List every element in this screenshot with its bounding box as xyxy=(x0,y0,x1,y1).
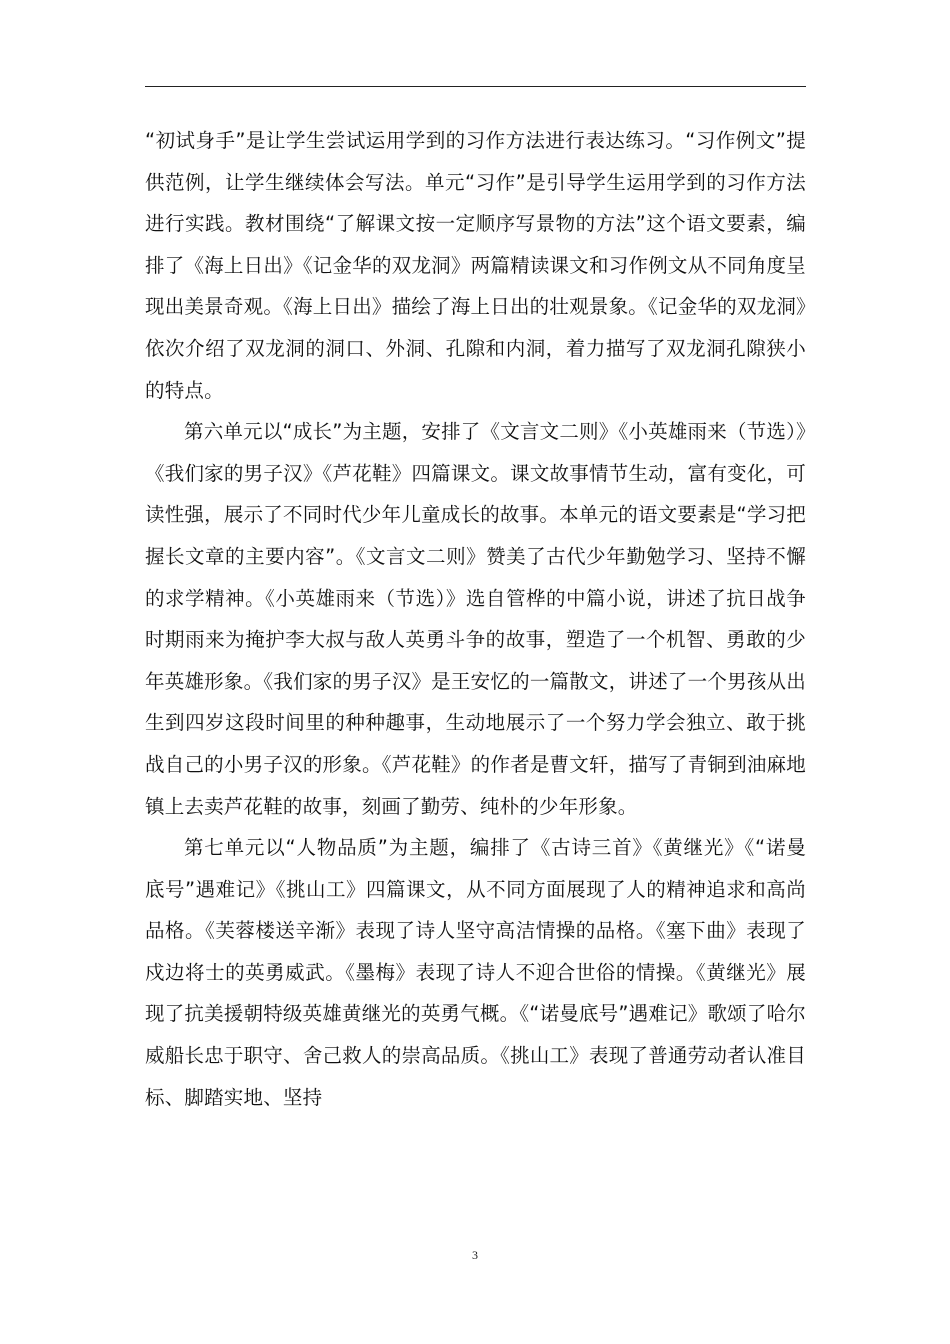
paragraph-continued: “初试身手”是让学生尝试运用学到的习作方法进行表达练习。“习作例文”提供范例，让学生继续体会写法。单元“习作”是引导学生运用学到的习作方法进行实践。教材围绕“了解课文按一定顺序写景物的方法”这个语文要素，编排了《海上日出》《记金华的双龙洞》两篇精读课文和习作例文从不同角度呈现出美景奇观。《海上日出》描绘了海上日出的壮观景象。《记金华的双龙洞》依次介绍了双龙洞的洞口、外洞、孔隙和内洞，着力描写了双龙洞孔隙狭小的特点。 xyxy=(145,129,806,402)
paragraph-unit-seven: 第七单元以“人物品质”为主题，编排了《古诗三首》《黄继光》《“诺曼底号”遇难记》《挑山工》四篇课文，从不同方面展现了人的精神追求和高尚品格。《芙蓉楼送辛渐》表现了诗人坚守高洁情操的品格。《塞下曲》表现了戍边将士的英勇威武。《墨梅》表现了诗人不迎合世俗的情操。《黄继光》展现了抗美援朝特级英雄黄继光的英勇气概。《“诺曼底号”遇难记》歌颂了哈尔威船长忠于职守、舍己救人的崇高品质。《挑山工》表现了普通劳动者认准目标、脚踏实地、坚持 xyxy=(145,836,806,1109)
document-body xyxy=(145,120,806,1118)
header-rule xyxy=(145,86,806,87)
paragraph-unit-six: 第六单元以“成长”为主题，安排了《文言文二则》《小英雄雨来（节选）》《我们家的男子汉》《芦花鞋》四篇课文。课文故事情节生动，富有变化，可读性强，展示了不同时代少年儿童成长的故事。本单元的语文要素是“学习把握长文章的主要内容”。《文言文二则》赞美了古代少年勤勉学习、坚持不懈的求学精神。《小英雄雨来（节选）》选自管桦的中篇小说，讲述了抗日战争时期雨来为掩护李大叔与敌人英勇斗争的故事，塑造了一个机智、勇敢的少年英雄形象。《我们家的男子汉》是王安忆的一篇散文，讲述了一个男孩从出生到四岁这段时间里的种种趣事，生动地展示了一个努力学会独立、敢于挑战自己的小男子汉的形象。《芦花鞋》的作者是曹文轩，描写了青铜到油麻地镇上去卖芦花鞋的故事，刻画了勤劳、纯朴的少年形象。 xyxy=(145,420,806,818)
page-number: 3 xyxy=(472,1248,478,1262)
